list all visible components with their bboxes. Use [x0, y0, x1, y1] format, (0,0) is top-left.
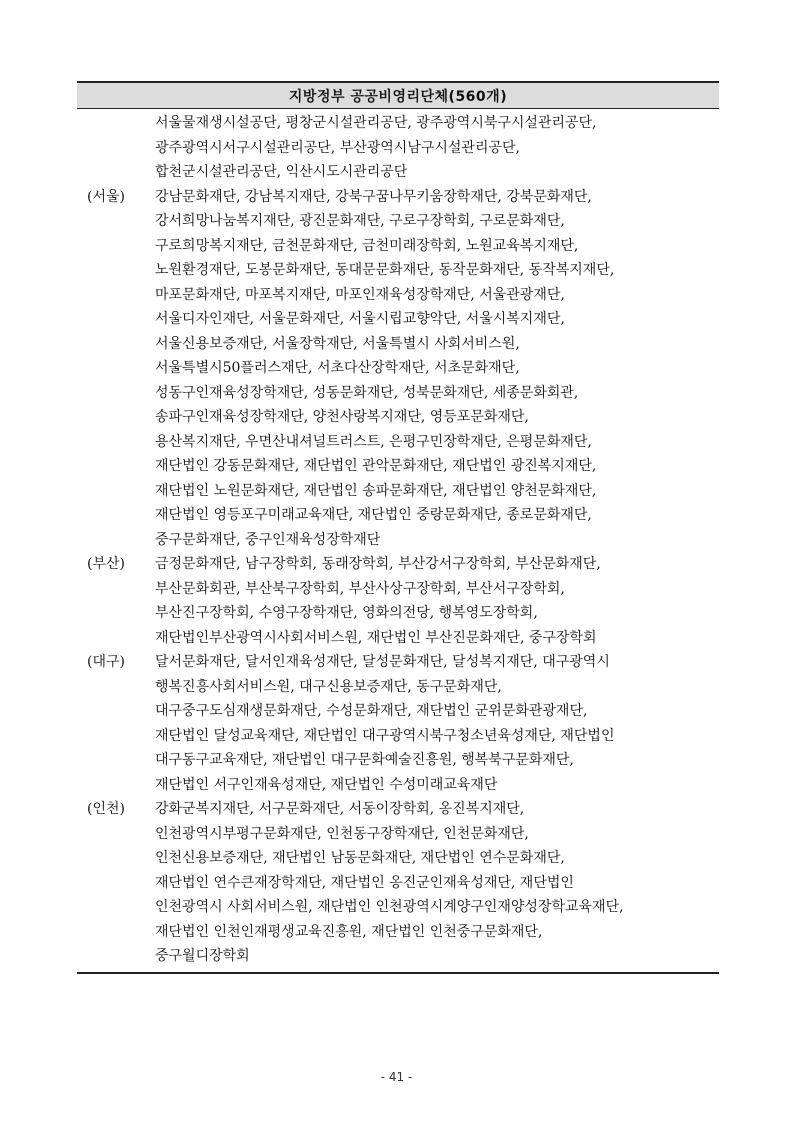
- list-line: [77, 528, 719, 553]
- list-line: [77, 601, 719, 626]
- list-line: [77, 748, 719, 773]
- region-label: (서울): [87, 188, 125, 205]
- list-line: [77, 381, 719, 406]
- organization-list-text: 용산복지재단, 우면산내셔널트러스트, 은평구민장학재단, 은평문화재단,: [155, 433, 592, 450]
- organization-list-text: 중구문화재단, 중구인재육성장학재단: [155, 531, 381, 548]
- organization-list-text: 노원환경재단, 도봉문화재단, 동대문문화재단, 동작문화재단, 동작복지재단,: [155, 262, 615, 278]
- list-line: [77, 503, 719, 528]
- list-line: [77, 332, 719, 357]
- list-line: [77, 307, 719, 332]
- table-header: [77, 81, 719, 109]
- organization-table: [77, 81, 719, 974]
- organization-list-text: 재단법인 강동문화재단, 재단법인 관악문화재단, 재단법인 광진복지재단,: [155, 458, 597, 474]
- organization-list-text: 대구동구교육재단, 재단법인 대구문화예술진흥원, 행복북구문화재단,: [155, 752, 574, 768]
- organization-list-text: 재단법인 인천인재평생교육진흥원, 재단법인 인천중구문화재단,: [155, 923, 543, 940]
- list-line: [77, 699, 719, 724]
- organization-list-text: 인천광역시부평구문화재단, 인천동구장학재단, 인천문화재단,: [155, 825, 529, 842]
- organization-list-text: 중구월디장학회: [155, 948, 250, 964]
- list-line: [77, 797, 719, 822]
- organization-list-text: 재단법인 연수큰재장학재단, 재단법인 옹진군인재육성재단, 재단법인: [155, 874, 574, 891]
- list-line: [77, 283, 719, 308]
- list-line: [77, 871, 719, 896]
- organization-list-text: 부산진구장학회, 수영구장학재단, 영화의전당, 행복영도장학회,: [155, 605, 538, 621]
- organization-list-text: 재단법인 노원문화재단, 재단법인 송파문화재단, 재단법인 양천문화재단,: [155, 482, 597, 499]
- page-number: - 41 -: [380, 1070, 413, 1084]
- list-line: [77, 111, 719, 136]
- organization-list-text: 대구중구도심재생문화재단, 수성문화재단, 재단법인 군위문화관광재단,: [155, 703, 588, 719]
- list-line: [77, 552, 719, 577]
- table-body: [77, 109, 719, 969]
- list-line: [77, 430, 719, 455]
- list-line: [77, 209, 719, 234]
- list-line: [77, 822, 719, 847]
- organization-list-text: 서울신용보증재단, 서울장학재단, 서울특별시 사회서비스원,: [155, 335, 520, 352]
- region-label: (대구): [87, 654, 125, 670]
- list-line: [77, 675, 719, 700]
- list-line: [77, 577, 719, 602]
- list-line: [77, 185, 719, 210]
- list-line: [77, 234, 719, 259]
- organization-list-text: 마포문화재단, 마포복지재단, 마포인재육성장학재단, 서울관광재단,: [155, 286, 565, 303]
- list-line: [77, 626, 719, 651]
- organization-list-text: 서울물재생시설공단, 평창군시설관리공단, 광주광역시북구시설관리공단,: [155, 115, 597, 131]
- organization-list-text: 구로희망복지재단, 금천문화재단, 금천미래장학회, 노원교육복지재단,: [155, 237, 579, 254]
- list-line: [77, 846, 719, 871]
- organization-list-text: 서울디자인재단, 서울문화재단, 서울시립교향악단, 서울시복지재단,: [155, 311, 565, 327]
- list-line: [77, 650, 719, 675]
- list-line: [77, 895, 719, 920]
- table-bottom-rule: [77, 972, 719, 974]
- organization-list-text: 부산문화회관, 부산북구장학회, 부산사상구장학회, 부산서구장학회,: [155, 580, 565, 597]
- organization-list-text: 강화군복지재단, 서구문화재단, 서동이장학회, 옹진복지재단,: [155, 801, 525, 817]
- organization-list-text: 강서희망나눔복지재단, 광진문화재단, 구로구장학회, 구로문화재단,: [155, 213, 565, 229]
- list-line: [77, 479, 719, 504]
- organization-list-text: 금정문화재단, 남구장학회, 동래장학회, 부산강서구장학회, 부산문화재단,: [155, 556, 601, 572]
- organization-list-text: 강남문화재단, 강남복지재단, 강북구꿈나무키움장학재단, 강북문화재단,: [155, 188, 592, 205]
- region-label: (인천): [87, 801, 125, 817]
- organization-list-text: 서울특별시50플러스재단, 서초다산장학재단, 서초문화재단,: [155, 360, 520, 376]
- table-header-title: 지방정부 공공비영리단체(560개): [288, 88, 508, 105]
- organization-list-text: 인천광역시 사회서비스원, 재단법인 인천광역시계양구인재양성장학교육재단,: [155, 899, 624, 915]
- organization-list-text: 행복진흥사회서비스원, 대구신용보증재단, 동구문화재단,: [155, 678, 502, 695]
- list-line: [77, 160, 719, 185]
- organization-list-text: 재단법인 달성교육재단, 재단법인 대구광역시북구청소년육성재단, 재단법인: [155, 727, 615, 744]
- organization-list-text: 광주광역시서구시설관리공단, 부산광역시남구시설관리공단,: [155, 139, 520, 156]
- organization-list-text: 달서문화재단, 달서인재육성재단, 달성문화재단, 달성복지재단, 대구광역시: [155, 654, 610, 670]
- organization-list-text: 재단법인 서구인재육성재단, 재단법인 수성미래교육재단: [155, 776, 498, 793]
- list-line: [77, 356, 719, 381]
- organization-list-text: 인천신용보증재단, 재단법인 남동문화재단, 재단법인 연수문화재단,: [155, 850, 565, 866]
- list-line: [77, 920, 719, 945]
- organization-list-text: 재단법인부산광역시사회서비스원, 재단법인 부산진문화재단, 중구장학회: [155, 629, 597, 646]
- organization-list-text: 성동구인재육성장학재단, 성동문화재단, 성북문화재단, 세종문화회관,: [155, 384, 579, 401]
- organization-list-text: 합천군시설관리공단, 익산시도시관리공단: [155, 164, 408, 180]
- organization-list-text: 송파구인재육성장학재단, 양천사랑복지재단, 영등포문화재단,: [155, 409, 529, 425]
- list-line: [77, 258, 719, 283]
- list-line: [77, 454, 719, 479]
- region-label: (부산): [87, 556, 125, 572]
- list-line: [77, 724, 719, 749]
- list-line: [77, 405, 719, 430]
- list-line: [77, 944, 719, 969]
- list-line: [77, 136, 719, 161]
- organization-list-text: 재단법인 영등포구미래교육재단, 재단법인 중랑문화재단, 종로문화재단,: [155, 507, 592, 523]
- list-line: [77, 773, 719, 798]
